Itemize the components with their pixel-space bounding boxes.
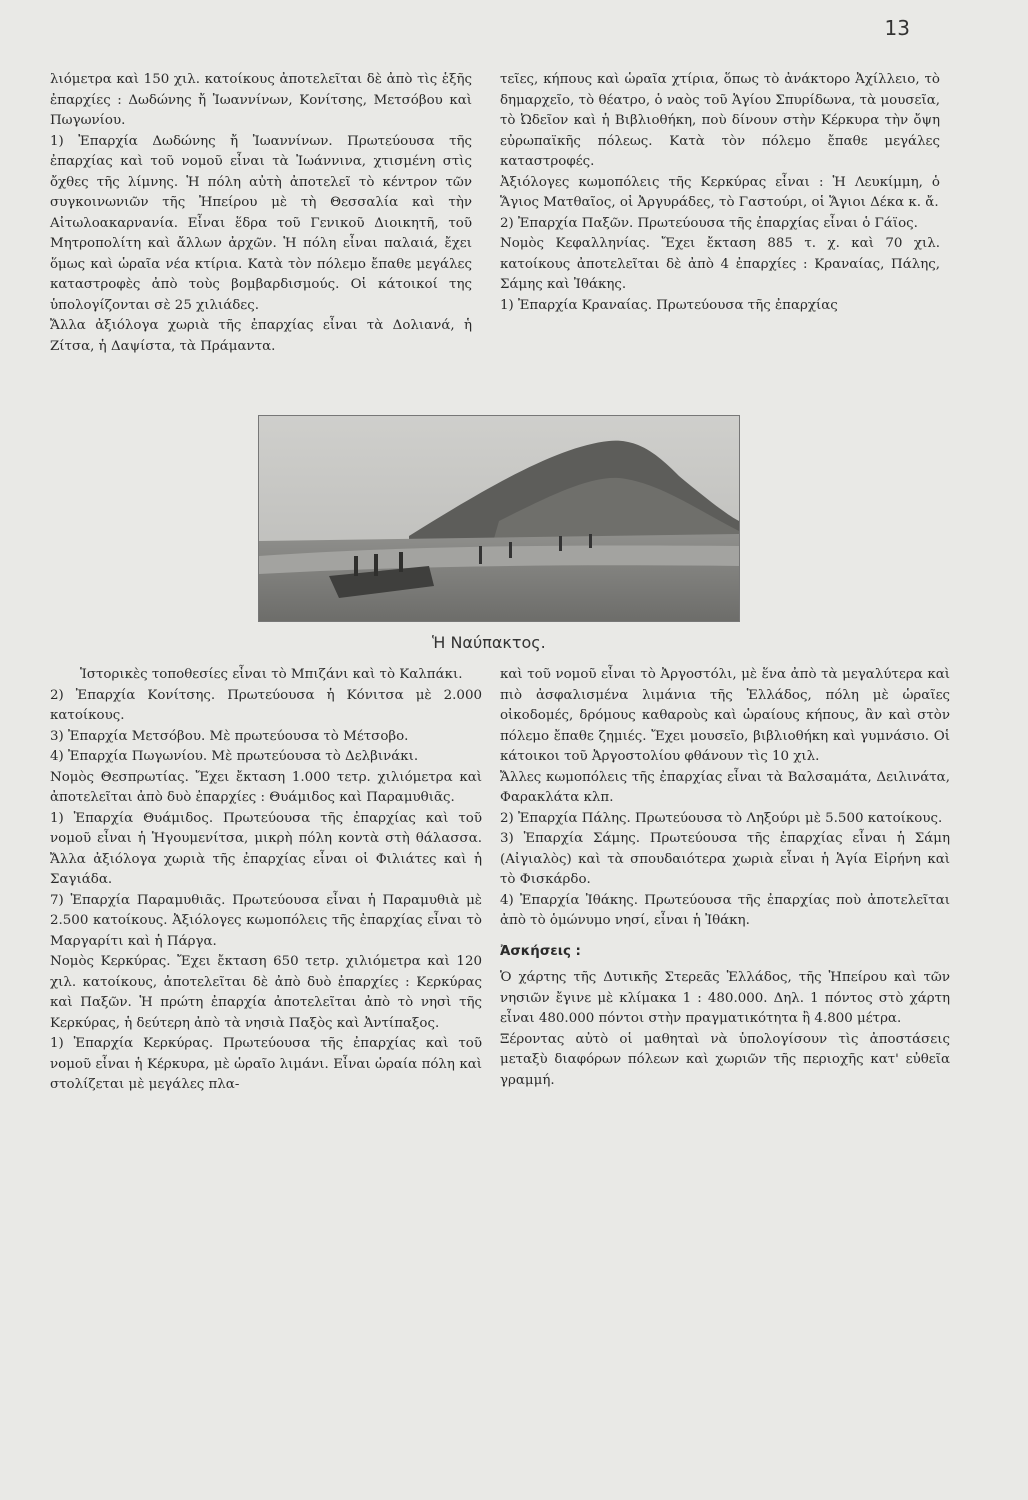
paragraph: καὶ τοῦ νομοῦ εἶναι τὸ Ἀργοστόλι, μὲ ἕνα ἀπὸ τὰ μεγαλύτερα καὶ πιὸ ἀσφαλισμένα λιμάνια τῆς Ἑλλάδος, πόλη μὲ ὡραῖες οἰκοδομές, δρόμους καθαροὺς καὶ ὡραίους κήπους, ἂν καὶ στὸν πόλεμο ἔπαθε ζημιές. Ἔχει μουσεῖο, βιβλιοθήκη καὶ γυμνάσιο. Οἱ κάτοικοι τοῦ Ἀργοστολίου φθάνουν τὶς 10 χιλ. xyxy=(500,667,950,764)
paragraph: Ἱστορικὲς τοποθεσίες εἶναι τὸ Μπιζάνι καὶ τὸ Καλπάκι. xyxy=(80,667,463,682)
paragraph: 1) Ἐπαρχία Κραναίας. Πρωτεύουσα τῆς ἐπαρχίας xyxy=(500,297,838,313)
paragraph: Νομὸς Θεσπρωτίας. Ἔχει ἔκταση 1.000 τετρ. χιλιόμετρα καὶ ἀποτελεῖται ἀπὸ δυὸ ἐπαρχίες : Θυάμιδος καὶ Παραμυθιᾶς. xyxy=(50,769,482,805)
paragraph: Νομὸς Κεφαλληνίας. Ἔχει ἔκταση 885 τ. χ. καὶ 70 χιλ. κατοίκους ἀποτελεῖται δὲ ἀπὸ 4 ἐπαρχίες : Κραναίας, Πάλης, Σάμης καὶ Ἰθάκης. xyxy=(500,236,940,292)
paragraph: 1) Ἐπαρχία Θυάμιδος. Πρωτεύουσα τῆς ἐπαρχίας καὶ τοῦ νομοῦ εἶναι ἡ Ἡγουμενίτσα, μικρὴ πόλη κοντὰ στὴ θάλασσα. Ἄλλα ἀξιόλογα χωριὰ τῆς ἐπαρχίας εἶναι οἱ Φιλιάτες καὶ ἡ Σαγιάδα. xyxy=(50,810,482,887)
paragraph: 1) Ἐπαρχία Δωδώνης ἤ Ἰωαννίνων. Πρωτεύουσα τῆς ἐπαρχίας καὶ τοῦ νομοῦ εἶναι τὰ Ἰωάννινα, χτισμένη στὶς ὄχθες τῆς λίμνης. Ἡ πόλη αὐτὴ ἀποτελεῖ τὸ κέντρον τῶν συγκοινωνιῶν τῆς Ἠπείρου μὲ τὴ Θεσσαλία καὶ τὴν Αἰτωλοακαρνανία. Εἶναι ἕδρα τοῦ Γενικοῦ Διοικητῆ, τοῦ Μητροπολίτη καὶ ἄλλων ἀρχῶν. Ἡ πόλη εἶναι παλαιά, ἔχει ὅμως καὶ ὡραῖα νέα κτίρια. Κατὰ τὸν πόλεμο ἔπαθε μεγάλες καταστροφὲς ἀπὸ τοὺς βομβαρδισμούς. Οἱ κάτοικοί της ὑπολογίζονται σὲ 25 χιλιάδες. xyxy=(50,133,472,313)
nafpaktos-photo-illustration xyxy=(259,416,739,621)
paragraph: 4) Ἐπαρχία Πωγωνίου. Μὲ πρωτεύουσα τὸ Δελβινάκι. xyxy=(50,749,419,764)
text-column-bottom-right xyxy=(500,665,950,1091)
paragraph: Ἄλλα ἀξιόλογα χωριὰ τῆς ἐπαρχίας εἶναι τὰ Δολιανά, ἡ Ζίτσα, ἡ Δαψίστα, τὰ Πράμαντα. xyxy=(50,318,472,354)
photo-caption: Ἡ Ναύπακτος. xyxy=(432,633,546,652)
paragraph: Ἀξιόλογες κωμοπόλεις τῆς Κερκύρας εἶναι : Ἡ Λευκίμμη, ὁ Ἅγιος Ματθαῖος, οἱ Ἀργυράδες, τὸ Γαστούρι, οἱ Ἅγιοι Δέκα κ. ἄ. xyxy=(500,174,940,210)
paragraph: 2) Ἐπαρχία Πάλης. Πρωτεύουσα τὸ Ληξούρι μὲ 5.500 κατοίκους. xyxy=(500,810,943,826)
paragraph: 7) Ἐπαρχία Παραμυθιᾶς. Πρωτεύουσα εἶναι ἡ Παραμυθιὰ μὲ 2.500 κατοίκους. Ἀξιόλογες κωμοπόλεις τῆς ἐπαρχίας εἶναι τὸ Μαργαρίτι καὶ ἡ Πάργα. xyxy=(50,892,482,949)
paragraph: 3) Ἐπαρχία Σάμης. Πρωτεύουσα τῆς ἐπαρχίας εἶναι ἡ Σάμη (Αἰγιαλὸς) καὶ τὰ σπουδαιότερα χωριὰ εἶναι ἡ Ἁγία Εἰρήνη καὶ τὸ Φισκάρδο. xyxy=(500,831,950,887)
text-column-top-left xyxy=(50,70,472,357)
paragraph: Ξέροντας αὐτὸ οἱ μαθηταὶ νὰ ὑπολογίσουν τὶς ἀποστάσεις μεταξὺ διαφόρων πόλεων καὶ χωριῶν τῆς περιοχῆς κατ' εὐθεῖα γραμμή. xyxy=(500,1031,950,1088)
photo-nafpaktos xyxy=(258,415,740,622)
text-column-top-right xyxy=(500,70,940,316)
exercises-heading: Ἀσκήσεις : xyxy=(500,943,581,959)
paragraph: Ὁ χάρτης τῆς Δυτικῆς Στερεᾶς Ἑλλάδος, τῆς Ἠπείρου καὶ τῶν νησιῶν ἔγινε μὲ κλίμακα 1 : 480.000. Δηλ. 1 πόντος στὸ χάρτη εἶναι 480.000 πόντοι στὴν πραγματικότητα ἢ 4.800 μέτρα. xyxy=(500,970,950,1026)
text-column-bottom-left xyxy=(50,665,482,1096)
paragraph: 3) Ἐπαρχία Μετσόβου. Μὲ πρωτεύουσα τὸ Μέτσοβο. xyxy=(50,728,409,744)
paragraph: Ἄλλες κωμοπόλεις τῆς ἐπαρχίας εἶναι τὰ Βαλσαμάτα, Δειλινάτα, Φαρακλάτα κλπ. xyxy=(500,769,950,805)
page-number: 13 xyxy=(884,16,910,40)
paragraph: 2) Ἐπαρχία Παξῶν. Πρωτεύουσα τῆς ἐπαρχίας εἶναι ὁ Γάϊος. xyxy=(500,215,918,231)
paragraph: λιόμετρα καὶ 150 χιλ. κατοίκους ἀποτελεῖται δὲ ἀπὸ τὶς ἑξῆς ἐπαρχίες : Δωδώνης ἤ Ἰωαννίνων, Κονίτσης, Μετσόβου καὶ Πωγωνίου. xyxy=(50,72,472,128)
paragraph: τεῖες, κήπους καὶ ὡραῖα χτίρια, ὅπως τὸ ἀνάκτορο Ἀχίλλειο, τὸ δημαρχεῖο, τὸ θέατρο, ὁ ναὸς τοῦ Ἁγίου Σπυρίδωνα, τὰ μουσεῖα, τὸ Ὠδεῖον καὶ ἡ Βιβλιοθήκη, ποὺ δίνουν στὴν Κέρκυρα τὴν ὄψη εὐρωπαϊκῆς πόλεως. Κατὰ τὸν πόλεμο ἔπαθε μεγάλες καταστροφές. xyxy=(500,72,940,169)
paragraph: 4) Ἐπαρχία Ἰθάκης. Πρωτεύουσα τῆς ἐπαρχίας ποὺ ἀποτελεῖται ἀπὸ τὸ ὁμώνυμο νησί, εἶναι ἡ Ἰθάκη. xyxy=(500,892,950,928)
paragraph: Νομὸς Κερκύρας. Ἔχει ἔκταση 650 τετρ. χιλιόμετρα καὶ 120 χιλ. κατοίκους, ἀποτελεῖται δὲ ἀπὸ δυὸ ἐπαρχίες : Κερκύρας καὶ Παξῶν. Ἡ πρώτη ἐπαρχία ἀποτελεῖται ἀπὸ τὸ νησὶ τῆς Κερκύρας, ἡ δεύτερη ἀπὸ τὰ νησιὰ Παξὸς καὶ Ἀντίπαξος. xyxy=(50,954,482,1031)
paragraph: 2) Ἐπαρχία Κονίτσης. Πρωτεύουσα ἡ Κόνιτσα μὲ 2.000 κατοίκους. xyxy=(50,687,482,723)
paragraph: 1) Ἐπαρχία Κερκύρας. Πρωτεύουσα τῆς ἐπαρχίας καὶ τοῦ νομοῦ εἶναι ἡ Κέρκυρα, μὲ ὡραῖο λιμάνι. Εἶναι ὡραία πόλη καὶ στολίζεται μὲ μεγάλες πλα- xyxy=(50,1036,482,1092)
